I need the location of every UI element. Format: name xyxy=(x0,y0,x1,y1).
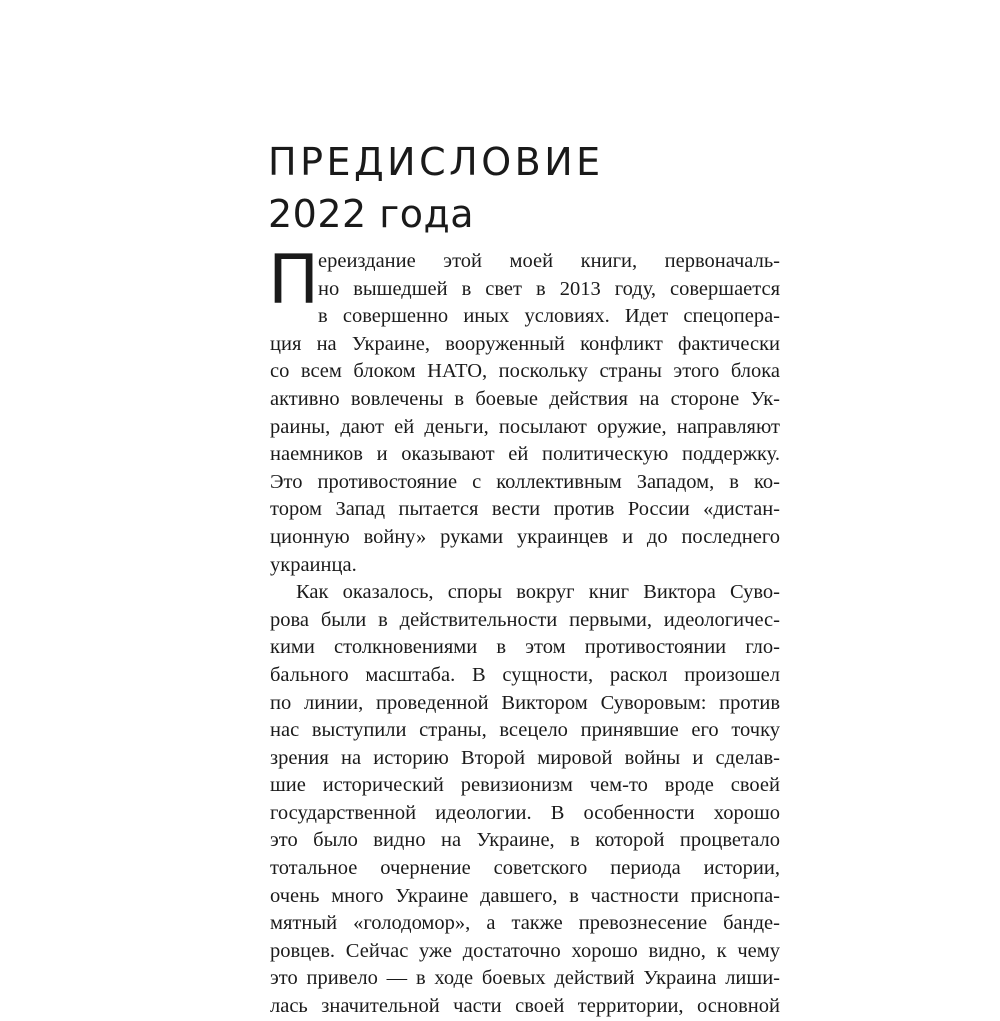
paragraph-2 xyxy=(270,579,780,1021)
body-text xyxy=(268,241,780,1021)
text-line: со всем блоком НАТО, поскольку страны этого блока xyxy=(270,360,780,383)
text-line: ровцев. Сейчас уже достаточно хорошо видно, к чему xyxy=(270,939,780,962)
text-line: шие исторический ревизионизм чем-то вроде своей xyxy=(270,774,780,797)
text-line: по линии, проведенной Виктором Суворовым: против xyxy=(270,691,780,714)
chapter-title: ПРЕДИСЛОВИЕ xyxy=(268,140,604,184)
text-line: рова были в действительности первыми, идеологичес- xyxy=(270,608,780,631)
text-line: бального масштаба. В сущности, раскол произошел xyxy=(270,663,780,686)
text-line: мятный «голодомор», а также превознесение банде- xyxy=(270,912,780,935)
text-line: очень много Украине давшего, в частности приснопа- xyxy=(270,884,780,907)
text-line: государственной идеологии. В особенности хорошо xyxy=(270,801,780,824)
paragraph-1 xyxy=(268,241,780,579)
chapter-subtitle: 2022 года xyxy=(268,192,475,236)
text-line: Это противостояние с коллективным Западом, в ко- xyxy=(270,470,780,493)
text-line: ционную войну» руками украинцев и до последнего xyxy=(270,525,780,548)
text-line: зрения на историю Второй мировой войны и сделав- xyxy=(270,746,780,769)
text-line: ция на Украине, вооруженный конфликт фактически xyxy=(270,332,780,355)
chapter-heading xyxy=(268,138,768,238)
text-line: наемников и оказывают ей политическую поддержку. xyxy=(270,443,780,466)
text-line: тором Запад пытается вести против России «дистан- xyxy=(270,498,780,521)
text-line: раины, дают ей деньги, посылают оружие, направляют xyxy=(270,415,780,438)
text-line: украинца. xyxy=(270,553,357,576)
text-line: ереиздание этой моей книги, первоначаль- xyxy=(318,250,780,272)
text-line: активно вовлечены в боевые действия на стороне Ук- xyxy=(270,387,780,410)
text-line: Как оказалось, споры вокруг книг Виктора Суво- xyxy=(296,581,780,604)
text-line: кими столкновениями в этом противостоянии гло- xyxy=(270,636,780,659)
drop-cap: П xyxy=(268,241,320,320)
text-line: это было видно на Украине, в которой процветало xyxy=(270,829,780,852)
text-line: нас выступили страны, всецело принявшие его точку xyxy=(270,719,780,742)
text-line: в совершенно иных условиях. Идет спецопера- xyxy=(318,305,780,328)
text-line: лась значительной части своей территории, основной xyxy=(270,995,780,1018)
text-line: тотальное очернение советского периода истории, xyxy=(270,857,780,880)
text-line: но вышедшей в свет в 2013 году, совершается xyxy=(318,277,780,300)
text-line: это привело — в ходе боевых действий Украина лиши- xyxy=(270,967,780,990)
